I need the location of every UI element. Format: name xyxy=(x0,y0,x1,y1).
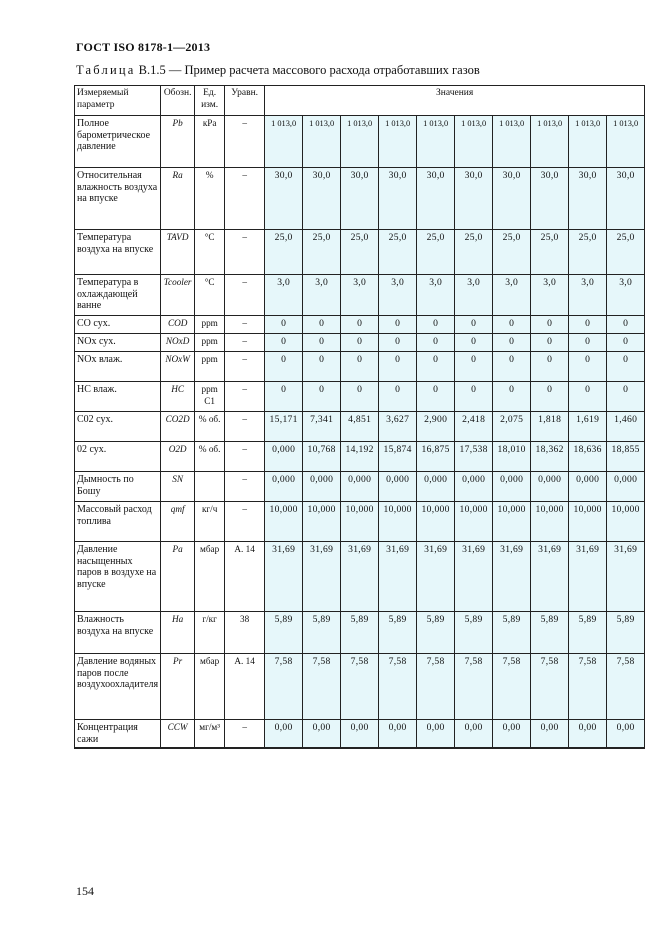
unit-cell: ppm xyxy=(195,316,225,334)
value-cell: 0,000 xyxy=(265,442,303,472)
value-cell: 7,58 xyxy=(493,654,531,720)
value-cell: 10,000 xyxy=(379,502,417,542)
value-cell: 7,341 xyxy=(303,412,341,442)
column-header-parameter: Измеряемый параметр xyxy=(75,86,161,116)
value-cell: 0,00 xyxy=(341,720,379,749)
value-cell: 25,0 xyxy=(493,230,531,275)
equation-cell: – xyxy=(225,334,265,352)
parameter-cell: NOx влаж. xyxy=(75,352,161,382)
value-cell: 5,89 xyxy=(265,612,303,654)
value-cell: 0 xyxy=(607,352,645,382)
value-cell: 0 xyxy=(265,334,303,352)
table-row xyxy=(75,720,645,749)
value-cell: 0 xyxy=(493,382,531,412)
equation-cell: – xyxy=(225,502,265,542)
value-cell: 7,58 xyxy=(341,654,379,720)
value-cell: 1,460 xyxy=(607,412,645,442)
value-cell: 5,89 xyxy=(569,612,607,654)
value-cell: 7,58 xyxy=(379,654,417,720)
equation-cell: – xyxy=(225,275,265,316)
table-row xyxy=(75,352,645,382)
unit-cell xyxy=(195,472,225,502)
value-cell: 0 xyxy=(417,316,455,334)
value-cell: 0 xyxy=(417,382,455,412)
unit-cell: мг/м³ xyxy=(195,720,225,749)
table-row xyxy=(75,275,645,316)
value-cell: 3,0 xyxy=(531,275,569,316)
value-cell: 7,58 xyxy=(265,654,303,720)
value-cell: 30,0 xyxy=(265,168,303,230)
unit-cell: ppm xyxy=(195,334,225,352)
unit-cell: мбар xyxy=(195,542,225,612)
unit-cell: °C xyxy=(195,275,225,316)
table-row xyxy=(75,334,645,352)
table-row xyxy=(75,612,645,654)
value-cell: 0 xyxy=(455,382,493,412)
symbol-cell: CCW xyxy=(161,720,195,749)
value-cell: 3,627 xyxy=(379,412,417,442)
value-cell: 31,69 xyxy=(455,542,493,612)
equation-cell: – xyxy=(225,412,265,442)
value-cell: 30,0 xyxy=(493,168,531,230)
value-cell: 5,89 xyxy=(493,612,531,654)
value-cell: 30,0 xyxy=(569,168,607,230)
value-cell: 30,0 xyxy=(607,168,645,230)
value-cell: 0,000 xyxy=(379,472,417,502)
value-cell: 3,0 xyxy=(341,275,379,316)
value-cell: 25,0 xyxy=(379,230,417,275)
equation-cell: – xyxy=(225,720,265,749)
value-cell: 0 xyxy=(455,334,493,352)
value-cell: 0,00 xyxy=(265,720,303,749)
value-cell: 31,69 xyxy=(417,542,455,612)
value-cell: 0 xyxy=(417,352,455,382)
value-cell: 15,874 xyxy=(379,442,417,472)
value-cell: 7,58 xyxy=(607,654,645,720)
caption-label: Таблица xyxy=(76,63,136,77)
value-cell: 0 xyxy=(569,382,607,412)
parameter-cell: Температура воздуха на впуске xyxy=(75,230,161,275)
value-cell: 5,89 xyxy=(607,612,645,654)
value-cell: 18,855 xyxy=(607,442,645,472)
value-cell: 10,000 xyxy=(417,502,455,542)
value-cell: 10,000 xyxy=(265,502,303,542)
value-cell: 10,000 xyxy=(569,502,607,542)
unit-cell: ppm C1 xyxy=(195,382,225,412)
parameter-cell: СО сух. xyxy=(75,316,161,334)
value-cell: 0 xyxy=(417,334,455,352)
parameter-cell: Давление водяных паров после воздухоохладителя xyxy=(75,654,161,720)
value-cell: 31,69 xyxy=(493,542,531,612)
value-cell: 0 xyxy=(569,352,607,382)
symbol-cell: CO2D xyxy=(161,412,195,442)
value-cell: 1,619 xyxy=(569,412,607,442)
symbol-cell: SN xyxy=(161,472,195,502)
value-cell: 0 xyxy=(303,334,341,352)
value-cell: 2,418 xyxy=(455,412,493,442)
value-cell: 0 xyxy=(607,382,645,412)
value-cell: 0,000 xyxy=(569,472,607,502)
value-cell: 25,0 xyxy=(303,230,341,275)
value-cell: 0 xyxy=(569,316,607,334)
equation-cell: – xyxy=(225,168,265,230)
table-row xyxy=(75,382,645,412)
column-header-symbol: Обозн. xyxy=(161,86,195,116)
equation-cell: – xyxy=(225,442,265,472)
unit-cell: % xyxy=(195,168,225,230)
value-cell: 7,58 xyxy=(417,654,455,720)
table-row xyxy=(75,442,645,472)
unit-cell: кРа xyxy=(195,116,225,168)
value-cell: 25,0 xyxy=(569,230,607,275)
column-header-values: Значения xyxy=(265,86,645,116)
value-cell: 10,000 xyxy=(531,502,569,542)
unit-cell: кг/ч xyxy=(195,502,225,542)
value-cell: 0 xyxy=(607,316,645,334)
parameter-cell: Концентрация сажи xyxy=(75,720,161,749)
value-cell: 0 xyxy=(379,382,417,412)
value-cell: 3,0 xyxy=(417,275,455,316)
value-cell: 31,69 xyxy=(569,542,607,612)
value-cell: 0 xyxy=(531,382,569,412)
value-cell: 0 xyxy=(607,334,645,352)
value-cell: 0 xyxy=(303,316,341,334)
value-cell: 25,0 xyxy=(265,230,303,275)
value-cell: 1 013,0 xyxy=(455,116,493,168)
parameter-cell: Температура в охлаждающей ванне xyxy=(75,275,161,316)
value-cell: 10,000 xyxy=(303,502,341,542)
value-cell: 0 xyxy=(455,316,493,334)
table-row xyxy=(75,542,645,612)
value-cell: 25,0 xyxy=(607,230,645,275)
value-cell: 1 013,0 xyxy=(265,116,303,168)
value-cell: 2,900 xyxy=(417,412,455,442)
value-cell: 0 xyxy=(379,316,417,334)
value-cell: 10,000 xyxy=(607,502,645,542)
symbol-cell: TAVD xyxy=(161,230,195,275)
value-cell: 0 xyxy=(531,316,569,334)
value-cell: 0 xyxy=(493,316,531,334)
value-cell: 7,58 xyxy=(569,654,607,720)
value-cell: 1 013,0 xyxy=(379,116,417,168)
value-cell: 30,0 xyxy=(303,168,341,230)
value-cell: 3,0 xyxy=(493,275,531,316)
page-number: 154 xyxy=(76,884,94,898)
value-cell: 0,000 xyxy=(493,472,531,502)
symbol-cell: qmf xyxy=(161,502,195,542)
symbol-cell: NOxW xyxy=(161,352,195,382)
value-cell: 30,0 xyxy=(379,168,417,230)
value-cell: 31,69 xyxy=(379,542,417,612)
value-cell: 0 xyxy=(341,382,379,412)
value-cell: 0,000 xyxy=(341,472,379,502)
parameter-cell: Массовый расход топлива xyxy=(75,502,161,542)
table-row xyxy=(75,472,645,502)
value-cell: 0,00 xyxy=(379,720,417,749)
parameter-cell: 02 сух. xyxy=(75,442,161,472)
table-row xyxy=(75,230,645,275)
value-cell: 0 xyxy=(341,334,379,352)
unit-cell: г/кг xyxy=(195,612,225,654)
value-cell: 1 013,0 xyxy=(303,116,341,168)
value-cell: 0,00 xyxy=(417,720,455,749)
value-cell: 0,00 xyxy=(303,720,341,749)
value-cell: 0,000 xyxy=(265,472,303,502)
value-cell: 31,69 xyxy=(303,542,341,612)
value-cell: 1,818 xyxy=(531,412,569,442)
value-cell: 0 xyxy=(531,334,569,352)
value-cell: 30,0 xyxy=(417,168,455,230)
parameter-cell: Влажность воздуха на впуске xyxy=(75,612,161,654)
value-cell: 5,89 xyxy=(455,612,493,654)
value-cell: 7,58 xyxy=(455,654,493,720)
value-cell: 0 xyxy=(379,352,417,382)
value-cell: 31,69 xyxy=(607,542,645,612)
value-cell: 10,000 xyxy=(341,502,379,542)
symbol-cell: Ha xyxy=(161,612,195,654)
unit-cell: % об. xyxy=(195,412,225,442)
value-cell: 3,0 xyxy=(379,275,417,316)
unit-cell: ppm xyxy=(195,352,225,382)
value-cell: 0 xyxy=(493,352,531,382)
exhaust-mass-flow-table xyxy=(74,85,645,749)
symbol-cell: Pa xyxy=(161,542,195,612)
value-cell: 25,0 xyxy=(531,230,569,275)
value-cell: 0,00 xyxy=(607,720,645,749)
value-cell: 5,89 xyxy=(303,612,341,654)
value-cell: 3,0 xyxy=(265,275,303,316)
value-cell: 0,00 xyxy=(569,720,607,749)
value-cell: 0,000 xyxy=(303,472,341,502)
value-cell: 5,89 xyxy=(341,612,379,654)
equation-cell: – xyxy=(225,116,265,168)
value-cell: 25,0 xyxy=(455,230,493,275)
value-cell: 0,00 xyxy=(531,720,569,749)
equation-cell: – xyxy=(225,382,265,412)
parameter-cell: НС влаж. xyxy=(75,382,161,412)
value-cell: 14,192 xyxy=(341,442,379,472)
value-cell: 0 xyxy=(303,352,341,382)
value-cell: 18,362 xyxy=(531,442,569,472)
value-cell: 0,000 xyxy=(531,472,569,502)
value-cell: 0,00 xyxy=(455,720,493,749)
value-cell: 10,768 xyxy=(303,442,341,472)
value-cell: 17,538 xyxy=(455,442,493,472)
value-cell: 31,69 xyxy=(531,542,569,612)
column-header-equation: Уравн. xyxy=(225,86,265,116)
value-cell: 7,58 xyxy=(531,654,569,720)
table-row xyxy=(75,502,645,542)
symbol-cell: NOxD xyxy=(161,334,195,352)
value-cell: 18,636 xyxy=(569,442,607,472)
value-cell: 0 xyxy=(303,382,341,412)
value-cell: 1 013,0 xyxy=(341,116,379,168)
value-cell: 1 013,0 xyxy=(607,116,645,168)
equation-cell: 38 xyxy=(225,612,265,654)
unit-cell: °C xyxy=(195,230,225,275)
value-cell: 0 xyxy=(455,352,493,382)
equation-cell: А. 14 xyxy=(225,542,265,612)
value-cell: 0 xyxy=(265,316,303,334)
value-cell: 0 xyxy=(531,352,569,382)
value-cell: 0 xyxy=(569,334,607,352)
value-cell: 1 013,0 xyxy=(493,116,531,168)
equation-cell: А. 14 xyxy=(225,654,265,720)
value-cell: 25,0 xyxy=(341,230,379,275)
value-cell: 5,89 xyxy=(417,612,455,654)
parameter-cell: Относительная влажность воздуха на впуске xyxy=(75,168,161,230)
value-cell: 3,0 xyxy=(607,275,645,316)
value-cell: 0,000 xyxy=(455,472,493,502)
value-cell: 3,0 xyxy=(455,275,493,316)
table-row xyxy=(75,168,645,230)
caption-text: В.1.5 — Пример расчета массового расхода отработавших газов xyxy=(135,63,480,77)
value-cell: 30,0 xyxy=(531,168,569,230)
value-cell: 2,075 xyxy=(493,412,531,442)
table-row xyxy=(75,412,645,442)
equation-cell: – xyxy=(225,352,265,382)
value-cell: 0,000 xyxy=(607,472,645,502)
value-cell: 3,0 xyxy=(569,275,607,316)
value-cell: 0 xyxy=(379,334,417,352)
table-caption xyxy=(76,63,480,78)
value-cell: 10,000 xyxy=(455,502,493,542)
value-cell: 10,000 xyxy=(493,502,531,542)
value-cell: 1 013,0 xyxy=(569,116,607,168)
symbol-cell: НС xyxy=(161,382,195,412)
symbol-cell: COD xyxy=(161,316,195,334)
value-cell: 16,875 xyxy=(417,442,455,472)
parameter-cell: Дымность по Бошу xyxy=(75,472,161,502)
value-cell: 7,58 xyxy=(303,654,341,720)
unit-cell: мбар xyxy=(195,654,225,720)
value-cell: 18,010 xyxy=(493,442,531,472)
value-cell: 25,0 xyxy=(417,230,455,275)
value-cell: 4,851 xyxy=(341,412,379,442)
table-row xyxy=(75,654,645,720)
value-cell: 15,171 xyxy=(265,412,303,442)
unit-cell: % об. xyxy=(195,442,225,472)
value-cell: 31,69 xyxy=(265,542,303,612)
value-cell: 1 013,0 xyxy=(531,116,569,168)
symbol-cell: Pb xyxy=(161,116,195,168)
symbol-cell: Pr xyxy=(161,654,195,720)
parameter-cell: NOx сух. xyxy=(75,334,161,352)
value-cell: 0 xyxy=(265,382,303,412)
column-header-unit: Ед. изм. xyxy=(195,86,225,116)
value-cell: 0,00 xyxy=(493,720,531,749)
symbol-cell: O2D xyxy=(161,442,195,472)
value-cell: 0 xyxy=(341,316,379,334)
symbol-cell: Tcooler xyxy=(161,275,195,316)
value-cell: 3,0 xyxy=(303,275,341,316)
value-cell: 0 xyxy=(341,352,379,382)
value-cell: 5,89 xyxy=(379,612,417,654)
value-cell: 30,0 xyxy=(341,168,379,230)
parameter-cell: Полное барометрическое давление xyxy=(75,116,161,168)
value-cell: 0,000 xyxy=(417,472,455,502)
parameter-cell: Давление насыщенных паров в воздухе на впуске xyxy=(75,542,161,612)
value-cell: 1 013,0 xyxy=(417,116,455,168)
value-cell: 0 xyxy=(493,334,531,352)
value-cell: 0 xyxy=(265,352,303,382)
document-header: ГОСТ ISO 8178-1—2013 xyxy=(76,40,211,54)
equation-cell: – xyxy=(225,230,265,275)
value-cell: 30,0 xyxy=(455,168,493,230)
equation-cell: – xyxy=(225,472,265,502)
equation-cell: – xyxy=(225,316,265,334)
table-row xyxy=(75,116,645,168)
table-row xyxy=(75,316,645,334)
symbol-cell: Ra xyxy=(161,168,195,230)
value-cell: 5,89 xyxy=(531,612,569,654)
value-cell: 31,69 xyxy=(341,542,379,612)
parameter-cell: С02 сух. xyxy=(75,412,161,442)
